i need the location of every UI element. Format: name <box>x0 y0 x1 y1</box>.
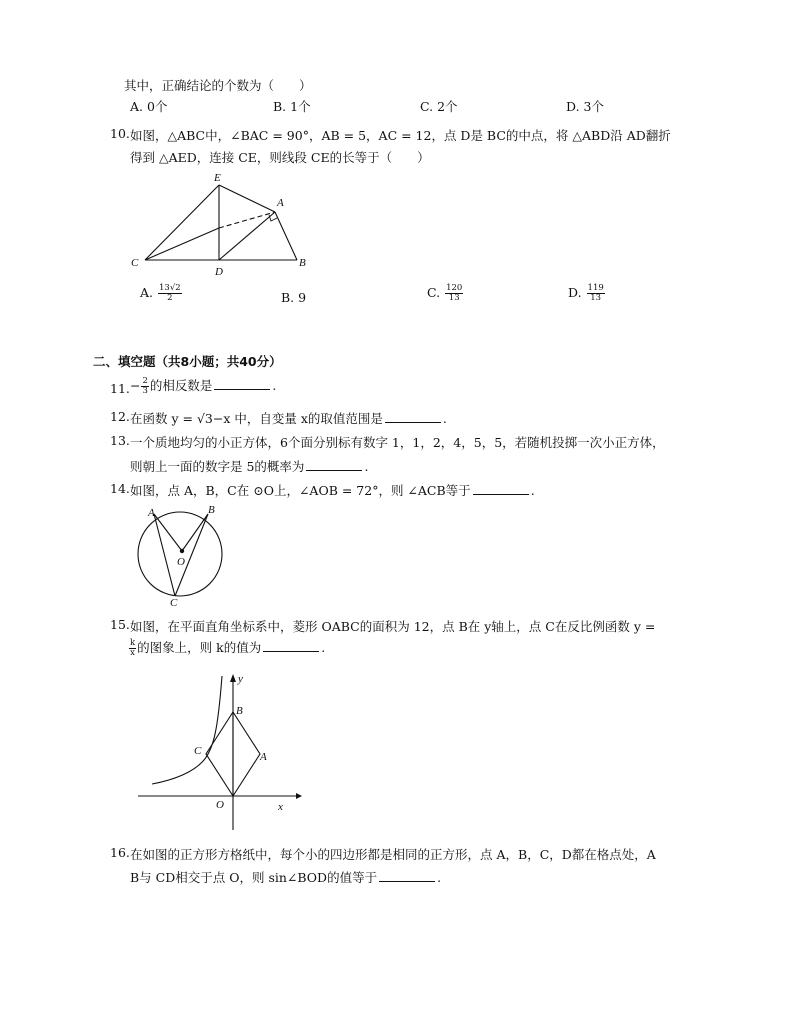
q15-label-y: y <box>238 673 243 685</box>
q11-number: 11. <box>110 381 130 396</box>
q10-option-a-numerator: 13√2 <box>159 283 181 293</box>
q14-label-a: A <box>148 507 155 519</box>
q14-end: . <box>530 483 535 498</box>
q10-option-d[interactable] <box>568 284 606 303</box>
q10-line2: 得到 △AED，连接 CE，则线段 CE的长等于（ ） <box>130 150 430 165</box>
q12-end: . <box>442 411 447 426</box>
q15-line2: 的图象上，则 k的值为 <box>137 640 262 655</box>
q15-answer-blank[interactable] <box>263 639 319 652</box>
q14-content <box>130 481 535 499</box>
q15-label-c: C <box>194 745 202 757</box>
q10-option-d-numerator: 119 <box>587 283 604 293</box>
q10-option-a-denominator: 2 <box>167 293 173 303</box>
q15-label-x: x <box>278 801 283 813</box>
q10-label-b: B <box>299 257 306 269</box>
q10-option-c-numerator: 120 <box>446 283 463 293</box>
q12-number: 12. <box>110 409 130 424</box>
q15-fraction <box>129 639 136 658</box>
q10-option-c-fraction <box>445 284 463 303</box>
q12-answer-blank[interactable] <box>385 410 441 423</box>
q14-label-o: O <box>177 556 185 568</box>
q10-option-a[interactable] <box>140 284 183 303</box>
q16-line1: 在如图的正方形方格纸中，每个小的四边形都是相同的正方形，点 A，B，C，D都在格点处，A <box>130 847 656 862</box>
q15-label-b: B <box>236 705 243 717</box>
section-2-title: 二、填空题（共8小题；共40分） <box>93 354 282 369</box>
q16-line2-wrap <box>130 868 441 886</box>
q13-line2: 则朝上一面的数字是 5的概率为 <box>130 459 305 474</box>
q9-stem: 其中，正确结论的个数为（ ） <box>124 78 312 93</box>
q10-triangle-figure <box>125 168 325 280</box>
q15-number: 15. <box>110 617 130 632</box>
q11-content <box>130 376 276 396</box>
q15-label-a: A <box>260 751 267 763</box>
q15-end: . <box>321 640 326 655</box>
q10-option-c-denominator: 13 <box>448 293 460 303</box>
q16-number: 16. <box>110 845 130 860</box>
q12-text: 在函数 y = √3−x 中，自变量 x的取值范围是 <box>130 411 383 426</box>
q11-minus: − <box>130 378 141 393</box>
q10-option-d-fraction <box>587 284 605 303</box>
q10-option-a-letter: A. <box>140 285 154 300</box>
q11-end: . <box>272 378 277 393</box>
q10-option-d-denominator: 13 <box>590 293 602 303</box>
q15-label-o: O <box>216 799 224 811</box>
q14-answer-blank[interactable] <box>473 482 529 495</box>
q16-end: . <box>437 870 442 885</box>
q10-label-c: C <box>131 257 139 269</box>
q13-line1: 一个质地均匀的小正方体，6个面分别标有数字 1，1，2，4，5，5，若随机投掷一次小正方体， <box>130 435 665 450</box>
q13-answer-blank[interactable] <box>306 458 362 471</box>
q14-label-c: C <box>170 597 178 609</box>
q14-number: 14. <box>110 481 130 496</box>
q10-option-a-fraction <box>158 284 182 303</box>
q13-end: . <box>364 459 369 474</box>
q12-content <box>130 409 447 427</box>
q15-frac-denominator: x <box>130 648 135 658</box>
q16-line2: B与 CD相交于点 O，则 sin∠BOD的值等于 <box>130 870 378 885</box>
q11-numerator: 2 <box>142 376 148 386</box>
q10-option-b[interactable]: B. 9 <box>281 290 307 305</box>
q10-label-d: D <box>215 266 223 278</box>
q15-frac-numerator: k <box>130 638 136 648</box>
q10-option-d-letter: D. <box>568 285 582 300</box>
q10-number: 10. <box>110 126 130 141</box>
q15-rhombus-figure <box>134 668 304 832</box>
q9-option-b[interactable]: B. 1个 <box>273 99 311 114</box>
q13-number: 13. <box>110 433 130 448</box>
q14-text: 如图，点 A，B，C在 ⊙O上，∠AOB = 72°，则 ∠ACB等于 <box>130 483 471 498</box>
q10-line1: 如图，△ABC中，∠BAC = 90°，AB = 5，AC = 12，点 D是 BC的中点，将 △ABD沿 AD翻折 <box>130 128 671 143</box>
q9-option-d[interactable]: D. 3个 <box>566 99 604 114</box>
q15-line1: 如图，在平面直角坐标系中，菱形 OABC的面积为 12，点 B在 y轴上，点 C在反比例函数 y = <box>130 619 656 634</box>
q11-answer-blank[interactable] <box>214 377 270 390</box>
q9-option-a[interactable]: A. 0个 <box>130 99 168 114</box>
q14-label-b: B <box>208 504 215 516</box>
q15-line2-wrap <box>128 638 325 658</box>
q11-fraction <box>141 377 148 396</box>
q14-circle-figure <box>130 500 230 612</box>
q10-option-c-letter: C. <box>427 285 441 300</box>
q11-denominator: 3 <box>142 386 148 396</box>
q13-line2-wrap <box>130 457 368 475</box>
q10-label-a: A <box>277 197 284 209</box>
q16-answer-blank[interactable] <box>379 869 435 882</box>
q10-option-c[interactable] <box>427 284 464 303</box>
q9-option-c[interactable]: C. 2个 <box>420 99 458 114</box>
q10-label-e: E <box>214 172 221 184</box>
q11-text: 的相反数是 <box>149 378 213 393</box>
